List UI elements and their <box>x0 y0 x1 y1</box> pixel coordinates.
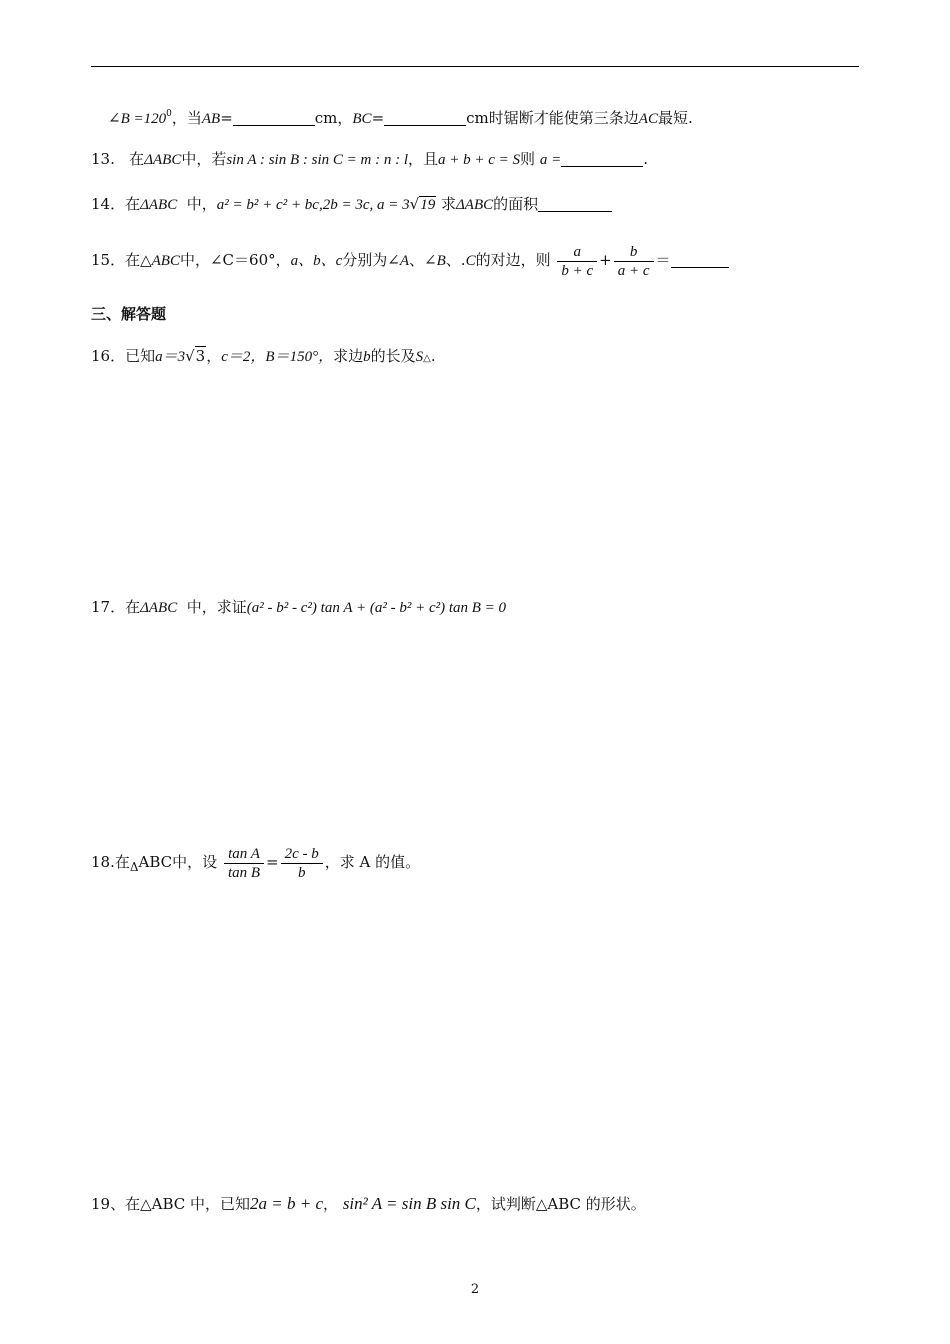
text: . <box>430 347 436 365</box>
angle-expr: ∠B =120 <box>108 111 167 127</box>
text: ，当 <box>171 109 202 127</box>
triangle-label: ABC <box>151 253 180 269</box>
triangle-label: ABC <box>138 853 173 871</box>
equals-sign: ＝ <box>655 251 671 269</box>
var-bc: BC <box>352 111 372 127</box>
problem-13 <box>91 149 648 170</box>
sqrt-radicand: 3 <box>195 347 206 365</box>
text: cm时锯断才能使第三条边 <box>466 109 639 127</box>
numerator: a <box>557 243 597 262</box>
text: 求 <box>440 195 456 213</box>
header-rule <box>91 66 859 67</box>
answer-blank-14[interactable] <box>538 197 612 212</box>
problem-number: 13. <box>91 150 115 168</box>
text: ，且 <box>408 150 439 168</box>
angle-condition: ∠C＝60°， <box>209 251 291 269</box>
denominator: b + c <box>561 262 594 279</box>
text: 则 <box>520 150 536 168</box>
side-sum: a + b + c = S <box>438 152 521 168</box>
answer-blank-ab[interactable] <box>233 111 315 126</box>
given-b-angle: B＝150°， <box>265 349 334 365</box>
text: ， <box>206 347 222 365</box>
text: ， <box>323 1195 339 1213</box>
text: 中，设 <box>172 853 218 871</box>
fraction-a-over-bc <box>557 243 597 280</box>
page-number: 2 <box>470 1282 480 1297</box>
answer-blank-13[interactable] <box>561 152 643 167</box>
triangle-label: ΔABC <box>140 197 178 213</box>
var-s: S <box>415 349 424 365</box>
sqrt-symbol: √ <box>185 347 195 365</box>
problem-number: 17．在 <box>91 598 141 616</box>
fraction-tan-ratio <box>224 845 264 882</box>
triangle-subscript: △ <box>423 353 431 364</box>
fraction-side-ratio <box>281 845 323 882</box>
plus-sign: + <box>599 251 612 269</box>
text: 、. <box>445 251 466 269</box>
degree-sup: 0 <box>166 109 172 119</box>
text: 最短. <box>657 109 693 127</box>
var-a: a = <box>539 152 562 168</box>
problem-15 <box>91 240 729 281</box>
denominator: b <box>297 864 306 881</box>
text: 分别为∠ <box>342 251 400 269</box>
problem-number: 15．在△ <box>91 251 152 269</box>
text: . <box>643 150 648 168</box>
text: 、∠ <box>409 251 437 269</box>
denominator: a + c <box>617 262 650 279</box>
text: 中， <box>186 195 217 213</box>
text: 在 <box>129 150 145 168</box>
condition-2: sin² A = sin B sin C <box>342 1194 476 1213</box>
triangle-symbol: Δ <box>129 860 139 874</box>
sine-ratio: sin A : sin B : sin C = m : n : l <box>226 152 408 168</box>
triangle-label: ΔABC <box>144 152 182 168</box>
identity-expr: (a² - b² - c²) tan A + (a² - b² + c²) tan B = 0 <box>246 600 507 616</box>
text: = <box>220 109 233 127</box>
text: ，求 A 的值。 <box>324 853 421 871</box>
problem-number: 14．在 <box>91 195 141 213</box>
problem-14 <box>91 194 612 215</box>
var-b: b <box>363 349 371 365</box>
numerator: b <box>614 243 654 262</box>
fraction-b-over-ac <box>614 243 654 280</box>
side-vars: a、b、c <box>290 253 343 269</box>
numerator: 2c - b <box>281 845 323 864</box>
var-c: C <box>465 253 476 269</box>
triangle-label: ΔABC <box>455 197 494 213</box>
triangle-label: ΔABC <box>140 600 178 616</box>
problem-number: 16．已知 <box>91 347 156 365</box>
text: cm， <box>314 109 353 127</box>
text: 求边 <box>333 347 364 365</box>
given-c: c＝2， <box>221 349 266 365</box>
text: 的长及 <box>370 347 416 365</box>
given-a: a＝3 <box>155 349 186 365</box>
equals-sign: = <box>266 853 279 871</box>
denominator: tan B <box>227 864 261 881</box>
problem-18 <box>91 842 420 887</box>
var-ac: AC <box>638 111 658 127</box>
problem-12-continuation <box>108 104 693 129</box>
numerator: tan A <box>224 845 264 864</box>
problem-16 <box>91 346 436 369</box>
problem-17 <box>91 597 506 618</box>
text: 中，若 <box>181 150 227 168</box>
sqrt-symbol: √ <box>409 195 420 213</box>
answer-blank-15[interactable] <box>671 253 729 268</box>
problem-19 <box>91 1194 646 1214</box>
var-ab: AB <box>201 111 221 127</box>
answer-blank-bc[interactable] <box>384 111 466 126</box>
var-b: B <box>436 253 446 269</box>
problem-number: 18.在 <box>91 853 130 871</box>
condition-1: 2a = b + c <box>250 1194 324 1213</box>
section-heading: 三、解答题 <box>91 305 167 323</box>
text: 中，求证 <box>186 598 247 616</box>
text: = <box>371 109 385 127</box>
text: ，试判断△ABC 的形状。 <box>475 1195 646 1213</box>
sqrt-radicand: 19 <box>420 197 436 213</box>
text: 中， <box>179 251 210 269</box>
text: 的面积 <box>493 195 539 213</box>
text: 的对边，则 <box>475 251 551 269</box>
var-a: A <box>399 253 410 269</box>
condition-expr: a² = b² + c² + bc,2b = 3c, a = 3 <box>216 197 410 213</box>
problem-number: 19、在△ABC 中，已知 <box>91 1195 251 1213</box>
